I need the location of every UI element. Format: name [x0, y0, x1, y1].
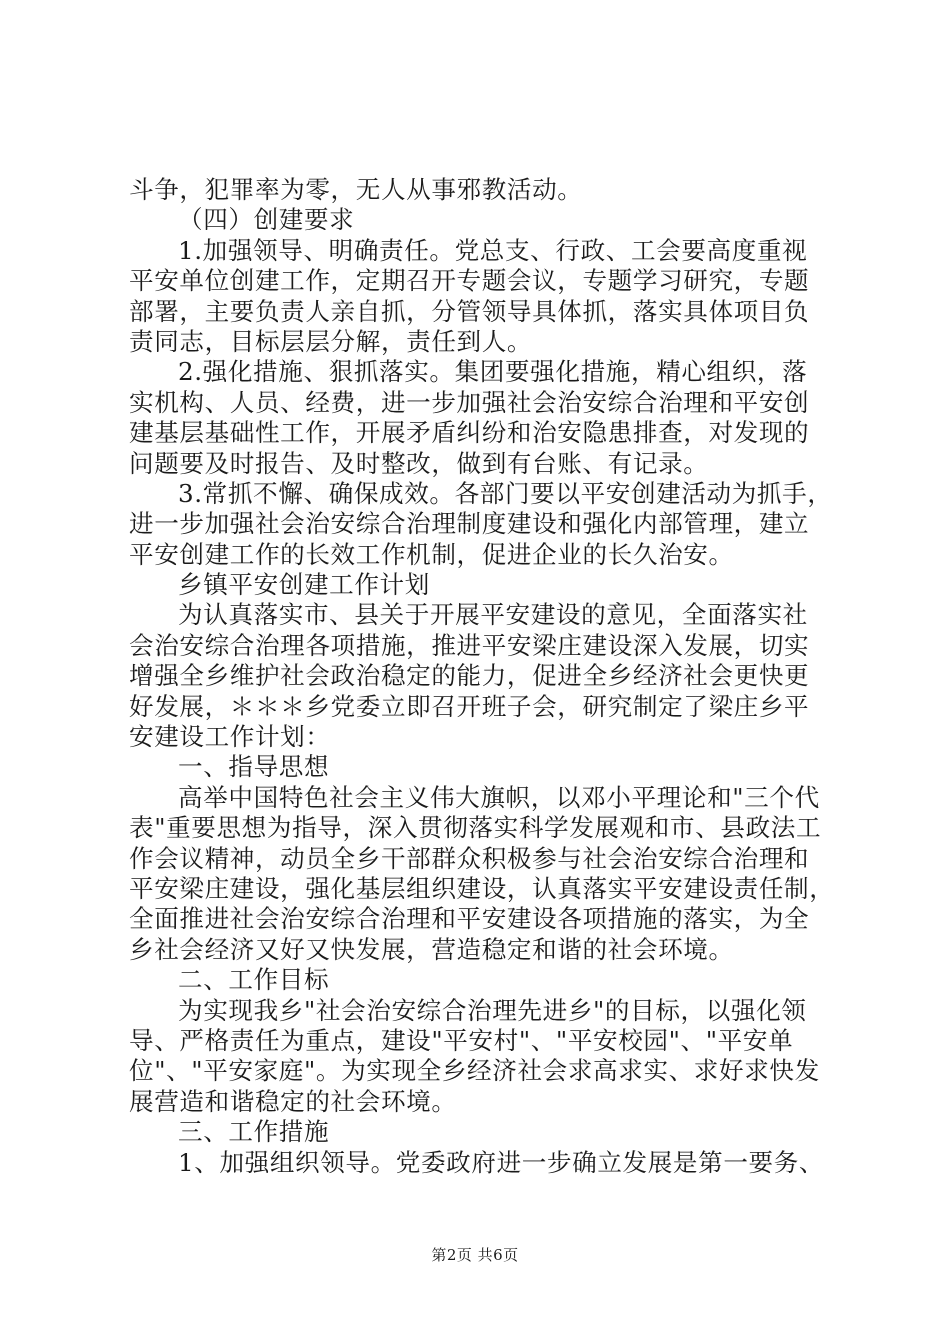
text-line: 安建设工作计划： [129, 722, 331, 752]
text-line: 为认真落实市、县关于开展平安建设的意见，全面落实社 [178, 600, 808, 630]
text-line: 展营造和谐稳定的社会环境。 [129, 1086, 457, 1116]
text-line: 1.加强领导、明确责任。党总支、行政、工会要高度重视 [178, 235, 808, 265]
text-line: 作会议精神，动员全乡干部群众积极参与社会治安综合治理和 [129, 843, 810, 873]
text-line: 建基层基础性工作，开展矛盾纠纷和治安隐患排查，对发现的 [129, 418, 810, 448]
text-line: 1、加强组织领导。党委政府进一步确立发展是第一要务、 [178, 1147, 825, 1177]
text-line: 位"、"平安家庭"。为实现全乡经济社会求高求实、求好求快发 [129, 1056, 820, 1086]
text-line: 平安创建工作的长效工作机制，促进企业的长久治安。 [129, 539, 734, 569]
page-footer: 第2页 共6页 [431, 1246, 519, 1264]
text-line: 进一步加强社会治安综合治理制度建设和强化内部管理，建立 [129, 509, 810, 539]
text-line: 表"重要思想为指导，深入贯彻落实科学发展观和市、县政法工 [129, 813, 822, 843]
text-line: 三、工作措施 [178, 1117, 330, 1147]
text-line: 实机构、人员、经费，进一步加强社会治安综合治理和平安创 [129, 387, 810, 417]
text-line: 一、指导思想 [178, 752, 330, 782]
text-line: 导、严格责任为重点，建设"平安村"、"平安校园"、"平安单 [129, 1025, 794, 1055]
text-line: 平安梁庄建设，强化基层组织建设，认真落实平安建设责任制， [129, 873, 835, 903]
text-line: 高举中国特色社会主义伟大旗帜，以邓小平理论和"三个代 [178, 782, 820, 812]
text-line: 好发展，＊＊＊乡党委立即召开班子会，研究制定了梁庄乡平 [129, 691, 810, 721]
text-line: 二、工作目标 [178, 965, 330, 995]
text-line: 斗争，犯罪率为零，无人从事邪教活动。 [129, 175, 583, 204]
text-line: 增强全乡维护社会政治稳定的能力，促进全乡经济社会更快更 [129, 661, 810, 691]
text-line: 问题要及时报告、及时整改，做到有台账、有记录。 [129, 448, 709, 478]
text-line: 2.强化措施、狠抓落实。集团要强化措施，精心组织，落 [178, 357, 808, 387]
text-line: 3.常抓不懈、确保成效。各部门要以平安创建活动为抓手， [178, 478, 833, 508]
text-line: 平安单位创建工作，定期召开专题会议，专题学习研究，专题 [129, 266, 810, 296]
document-body [129, 175, 835, 1178]
text-line: 责同志，目标层层分解，责任到人。 [129, 326, 533, 356]
text-line: 会治安综合治理各项措施，推进平安梁庄建设深入发展，切实 [129, 630, 810, 660]
text-line: 部署，主要负责人亲自抓，分管领导具体抓，落实具体项目负 [129, 296, 810, 326]
text-line: 为实现我乡"社会治安综合治理先进乡"的目标，以强化领 [178, 995, 807, 1025]
text-line: 乡社会经济又好又快发展，营造稳定和谐的社会环境。 [129, 934, 734, 964]
text-line: 乡镇平安创建工作计划 [178, 570, 430, 600]
text-line: 全面推进社会治安综合治理和平安建设各项措施的落实，为全 [129, 904, 810, 934]
text-line: （四）创建要求 [178, 205, 355, 235]
